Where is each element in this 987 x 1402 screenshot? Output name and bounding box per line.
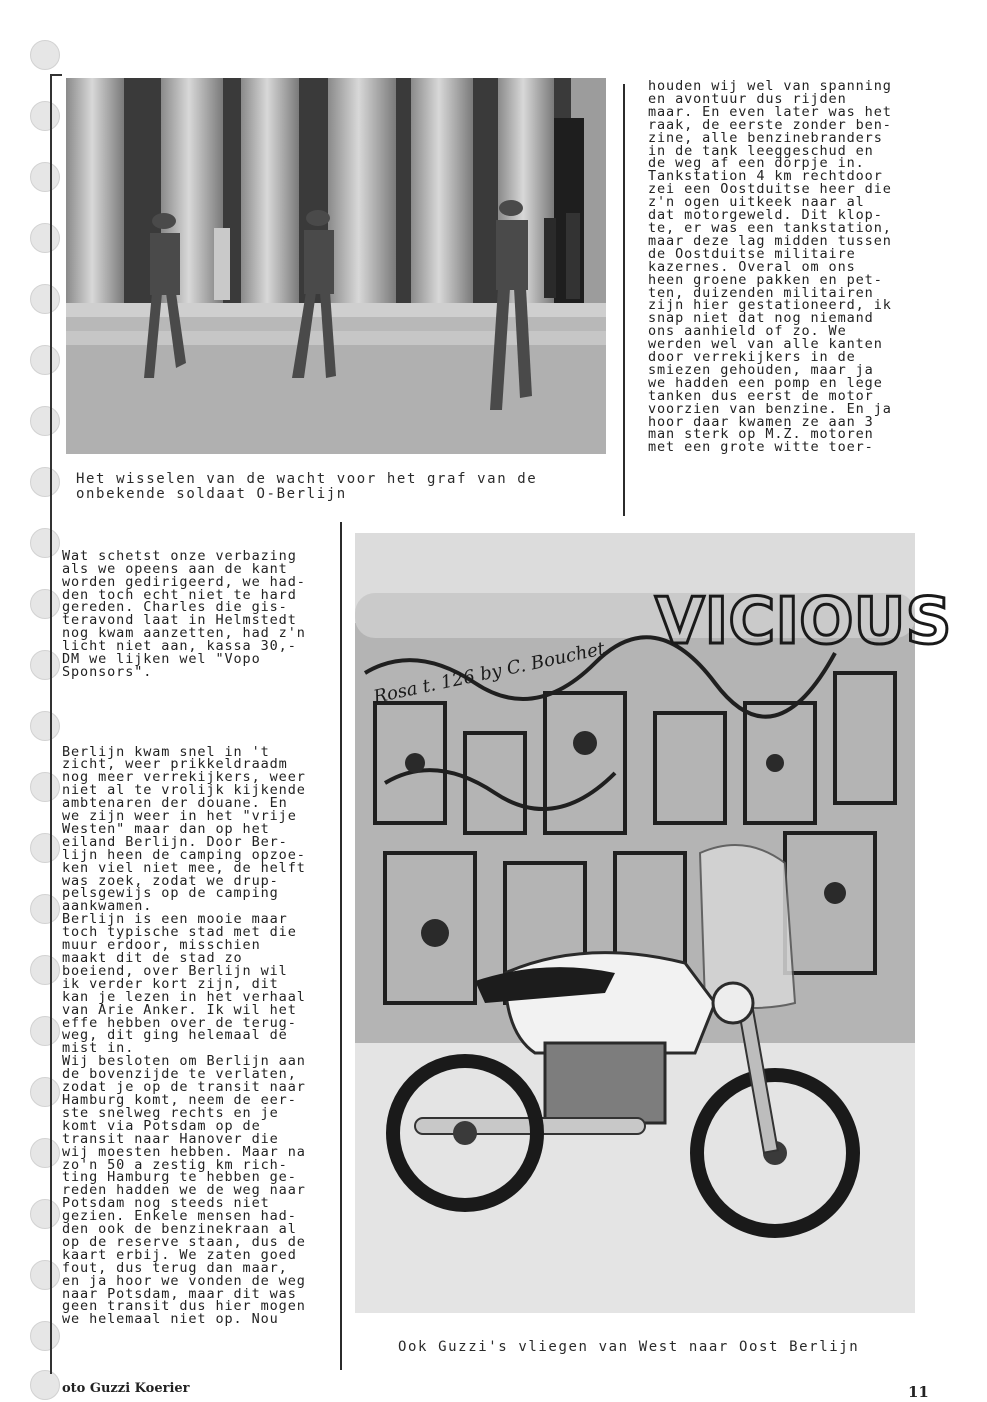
text-line: nog kwam aanzetten, had z'n xyxy=(62,625,306,642)
text-line: pelsgewijs op de camping xyxy=(62,885,279,902)
text-line: we helemaal niet op. Nou xyxy=(62,1311,279,1328)
binder-hole xyxy=(30,833,60,863)
text-line: licht niet aan, kassa 30,- xyxy=(62,638,297,655)
article-column-right-top xyxy=(648,80,892,454)
text-line: aankwamen. xyxy=(62,898,153,915)
text-line: dat motorgeweld. Dit klop- xyxy=(648,207,883,224)
wall-photo-image xyxy=(355,533,952,1313)
binder-hole xyxy=(30,955,60,985)
binder-hole xyxy=(30,345,60,375)
binder-hole xyxy=(30,650,60,680)
binder-hole xyxy=(30,1260,60,1290)
text-line: DM we lijken wel "Vopo xyxy=(62,651,261,668)
binder-hole xyxy=(30,1016,60,1046)
text-line: ambtenaren der douane. En xyxy=(62,795,288,812)
margin-rule xyxy=(50,74,52,1374)
text-line: zodat je op de transit naar xyxy=(62,1079,306,1096)
wall-photo-caption: Ook Guzzi's vliegen van West naar Oost Berlijn xyxy=(398,1339,860,1355)
text-line: zijn hier gestationeerd, ik xyxy=(648,297,892,314)
article-paragraph-1 xyxy=(62,547,306,680)
margin-rule-top xyxy=(50,74,62,76)
text-line: kazernes. Overal om ons xyxy=(648,258,856,275)
publication-name: oto Guzzi Koerier xyxy=(62,1381,190,1396)
text-line: in de tank leeggeschud en xyxy=(648,142,874,159)
binder-hole xyxy=(30,1199,60,1229)
text-line: heen groene pakken en pet- xyxy=(648,271,883,288)
text-line: boeiend, over Berlijn wil xyxy=(62,962,288,979)
text-line: Wij besloten om Berlijn aan xyxy=(62,1053,306,1070)
text-line: fout, dus terug dan maar, xyxy=(62,1259,288,1276)
text-line: ten, duizenden militairen xyxy=(648,284,874,301)
binder-hole xyxy=(30,223,60,253)
text-line: Wat schetst onze verbazing xyxy=(62,547,297,564)
text-line: reden hadden we de weg naar xyxy=(62,1182,306,1199)
binder-hole xyxy=(30,772,60,802)
text-line: kan je lezen in het verhaal xyxy=(62,988,306,1005)
text-line: z'n ogen uitkeek naar al xyxy=(648,194,865,211)
binder-hole xyxy=(30,1138,60,1168)
text-line: ons aanhield of zo. We xyxy=(648,323,847,340)
text-line: ting Hamburg te hebben ge- xyxy=(62,1169,297,1186)
text-line: als we opeens aan de kant xyxy=(62,560,288,577)
text-line: smiezen gehouden, maar ja xyxy=(648,361,874,378)
text-line: Tankstation 4 km rechtdoor xyxy=(648,168,883,185)
text-line: van Arie Anker. Ik wil het xyxy=(62,1001,297,1018)
binder-hole xyxy=(30,101,60,131)
text-line: de Oostduitse militaire xyxy=(648,245,856,262)
text-line: Berlijn kwam snel in 't xyxy=(62,743,270,760)
article-paragraph-2 xyxy=(62,743,306,1328)
page-number: 11 xyxy=(908,1383,929,1401)
text-line: man sterk op M.Z. motoren xyxy=(648,426,874,443)
text-line: toch typische stad met die xyxy=(62,924,297,941)
text-line: geen transit dus hier mogen xyxy=(62,1298,306,1315)
text-line: kaart erbij. We zaten goed xyxy=(62,1246,297,1263)
binder-hole xyxy=(30,40,60,70)
text-line: mist in. xyxy=(62,1040,135,1057)
text-line: worden gedirigeerd, we had- xyxy=(62,573,306,590)
text-line: ken viel niet mee, de helft xyxy=(62,859,306,876)
text-line: werden wel van alle kanten xyxy=(648,336,883,353)
text-line: gezien. Enkele mensen had- xyxy=(62,1208,297,1225)
text-line: teravond laat in Helmstedt xyxy=(62,612,297,629)
text-line: zo'n 50 a zestig km rich- xyxy=(62,1156,288,1173)
binder-hole xyxy=(30,162,60,192)
binder-hole xyxy=(30,467,60,497)
binder-hole xyxy=(30,589,60,619)
text-line: muur erdoor, misschien xyxy=(62,937,261,954)
guard-photo-image xyxy=(66,78,606,454)
text-line: lijn heen de camping opzoe- xyxy=(62,846,306,863)
binder-hole xyxy=(30,711,60,741)
text-line: we zijn weer in het "vrije xyxy=(62,808,297,825)
binder-hole xyxy=(30,284,60,314)
text-line: Sponsors". xyxy=(62,663,153,680)
guard-photo-caption: Het wisselen van de wacht voor het graf van de onbekende soldaat O-Berlijn xyxy=(76,471,538,502)
text-line: en ja hoor we vonden de weg xyxy=(62,1272,306,1289)
text-line: hoor daar kwamen ze aan 3 xyxy=(648,413,874,430)
wall-graffiti-tag: Rosa t. 126 by C. Bouchet xyxy=(371,638,607,708)
text-line: snap niet dat nog niemand xyxy=(648,310,874,327)
text-line: nog meer verrekijkers, weer xyxy=(62,769,306,786)
text-line: op de reserve staan, dus de xyxy=(62,1233,306,1250)
text-line: transit naar Hanover die xyxy=(62,1130,279,1147)
text-line: raak, de eerste zonder ben- xyxy=(648,116,892,133)
binder-hole xyxy=(30,1077,60,1107)
column-rule-bottom xyxy=(340,522,342,1370)
binder-hole xyxy=(30,406,60,436)
text-line: eiland Berlijn. Door Ber- xyxy=(62,833,288,850)
binder-hole xyxy=(30,1321,60,1351)
text-line: maakt dit de stad zo xyxy=(62,950,243,966)
text-line: de weg af een dorpje in. xyxy=(648,155,865,172)
text-line: houden wij wel van spanning xyxy=(648,78,892,94)
text-line: maar. En even later was het xyxy=(648,103,892,120)
text-line: zicht, weer prikkeldraadm xyxy=(62,756,288,773)
text-line: met een grote witte toer- xyxy=(648,439,874,456)
wall-photo xyxy=(355,533,952,1313)
text-line: naar Potsdam, maar dit was xyxy=(62,1285,297,1302)
text-line: den ook de benzinekraan al xyxy=(62,1221,297,1238)
text-line: zei een Oostduitse heer die xyxy=(648,181,892,198)
text-line: zine, alle benzinebranders xyxy=(648,129,883,146)
article-column-left xyxy=(62,524,306,1352)
text-line: effe hebben over de terug- xyxy=(62,1014,297,1031)
text-line: den toch echt niet te hard xyxy=(62,586,297,603)
text-line: ik verder kort zijn, dit xyxy=(62,975,279,992)
text-line: te, er was een tankstation, xyxy=(648,219,892,236)
text-line: we hadden een pomp en lege xyxy=(648,374,883,391)
text-line: en avontuur dus rijden xyxy=(648,90,847,107)
text-line: gereden. Charles die gis- xyxy=(62,599,288,616)
text-line: Westen" maar dan op het xyxy=(62,820,270,837)
text-line: de bovenzijde te verlaten, xyxy=(62,1066,297,1083)
text-line: komt via Potsdam op de xyxy=(62,1117,261,1134)
text-line: Potsdam nog steeds niet xyxy=(62,1195,270,1212)
wall-graffiti-text: VICIOUS xyxy=(655,585,952,659)
text-line: was zoek, zodat we drup- xyxy=(62,872,279,889)
guard-photo xyxy=(66,78,606,454)
text-line: maar deze lag midden tussen xyxy=(648,232,892,249)
binder-hole xyxy=(30,1370,60,1400)
text-line: weg, dit ging helemaal de xyxy=(62,1027,288,1044)
text-line: Hamburg komt, neem de eer- xyxy=(62,1091,297,1108)
text-line: door verrekijkers in de xyxy=(648,349,856,366)
text-line: ste snelweg rechts en je xyxy=(62,1104,279,1121)
column-rule-top xyxy=(623,84,625,516)
text-line: wij moesten hebben. Maar na xyxy=(62,1143,306,1160)
text-line: niet al te vrolijk kijkende xyxy=(62,782,306,799)
text-line: voorzien van benzine. En ja xyxy=(648,400,892,417)
binder-hole xyxy=(30,894,60,924)
text-line: Berlijn is een mooie maar xyxy=(62,911,288,928)
binder-hole xyxy=(30,528,60,558)
text-line: tanken dus eerst de motor xyxy=(648,387,874,404)
